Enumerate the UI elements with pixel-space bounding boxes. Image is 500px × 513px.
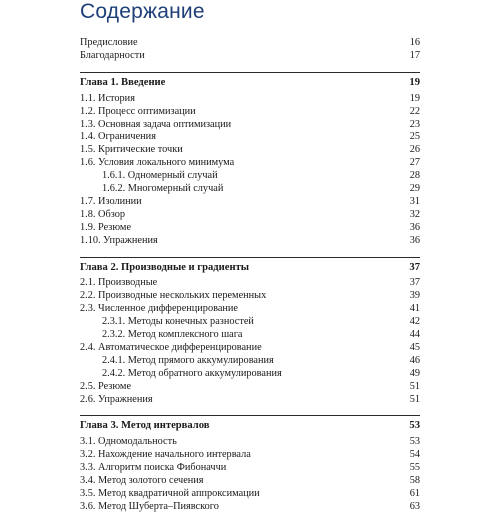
toc-subsection-entry[interactable] <box>80 328 420 341</box>
toc-entry-label: 1.5. Критические точки <box>80 144 183 156</box>
toc-section-entry[interactable] <box>80 435 420 448</box>
toc-entry-page: 22 <box>409 105 420 117</box>
toc-section-entry[interactable] <box>80 156 420 169</box>
toc-entry-label: 3.4. Метод золотого сечения <box>80 475 204 486</box>
toc-entry-label: 3.1. Одномодальность <box>80 436 177 448</box>
toc-entry-label: 2.3. Численное дифференцирование <box>80 303 238 315</box>
toc-entry-label: Глава 2. Производные и градиенты <box>80 261 250 273</box>
toc-section-entry[interactable] <box>80 341 420 354</box>
toc-entry-page: 36 <box>409 221 420 233</box>
toc-subsection-entry[interactable] <box>80 354 420 367</box>
toc-entry-label: 3.2. Нахождение начального интервала <box>80 449 251 461</box>
toc-entry-label: 1.8. Обзор <box>80 208 125 220</box>
toc-section-entry[interactable] <box>80 487 420 500</box>
toc-section-entry[interactable] <box>80 221 420 234</box>
toc-section-entry[interactable] <box>80 118 420 131</box>
toc-entry-label: 1.6.2. Многомерный случай <box>102 183 224 194</box>
toc-section-entry[interactable] <box>80 289 420 302</box>
toc-entry-page: 27 <box>409 157 420 169</box>
toc-entry-page: 51 <box>409 393 420 405</box>
toc-section-entry[interactable] <box>80 474 420 487</box>
toc-entry-page: 39 <box>409 290 420 302</box>
toc-entry-label: Глава 3. Метод интервалов <box>80 420 210 432</box>
toc-entry-page: 23 <box>409 118 420 130</box>
toc-entry-label: 2.4.1. Метод прямого аккумулирования <box>102 354 274 366</box>
toc-section-entry[interactable] <box>80 208 420 221</box>
toc-subsection-entry[interactable] <box>80 169 420 182</box>
toc-chapter-heading[interactable] <box>80 261 420 274</box>
toc-section-entry[interactable] <box>80 500 420 513</box>
toc-entry-page: 61 <box>409 487 420 499</box>
toc-section-entry[interactable] <box>80 234 420 247</box>
toc-entry-label: 2.2. Производные нескольких переменных <box>80 290 267 302</box>
toc-section-entry[interactable] <box>80 276 420 289</box>
toc-entry-label: 2.4. Автоматическое дифференцирование <box>80 341 262 353</box>
toc-entry-label: Глава 1. Введение <box>80 76 166 88</box>
toc-entry-page: 19 <box>409 76 420 88</box>
toc-entry-page: 28 <box>409 170 420 182</box>
toc-entry-page: 25 <box>409 131 420 143</box>
toc-entry-page: 16 <box>409 37 420 48</box>
toc-entry-label: 3.3. Алгоритм поиска Фибоначчи <box>80 462 227 474</box>
toc-front-matter-entry[interactable] <box>80 49 420 62</box>
toc-entry-label: 2.3.2. Метод комплексного шага <box>102 329 243 340</box>
toc-entry-page: 51 <box>409 380 420 392</box>
toc-section-entry[interactable] <box>80 302 420 315</box>
toc-entry-label: Благодарности <box>80 49 145 61</box>
toc-entry-page: 54 <box>409 449 420 461</box>
toc-entry-label: 3.5. Метод квадратичной аппроксимации <box>80 487 260 499</box>
toc-entry-page: 36 <box>409 234 420 246</box>
toc-section-entry[interactable] <box>80 380 420 393</box>
toc-entry-label: Предисловие <box>80 37 138 48</box>
toc-section-entry[interactable] <box>80 105 420 118</box>
toc-entry-label: 1.7. Изолинии <box>80 195 142 207</box>
table-of-contents <box>80 0 420 512</box>
toc-entry-page: 32 <box>409 208 420 220</box>
toc-section-entry[interactable] <box>80 461 420 474</box>
toc-entry-label: 3.6. Метод Шуберта–Пиявского <box>80 500 219 512</box>
toc-entry-label: 1.2. Процесс оптимизации <box>80 105 196 117</box>
toc-entry-label: 2.5. Резюме <box>80 380 132 392</box>
toc-entry-page: 55 <box>409 462 420 474</box>
toc-entry-label: 1.10. Упражнения <box>80 234 158 246</box>
toc-entry-label: 1.6.1. Одномерный случай <box>102 170 218 182</box>
toc-section-entry[interactable] <box>80 195 420 208</box>
toc-entry-page: 42 <box>409 316 420 328</box>
toc-entry-label: 2.4.2. Метод обратного аккумулирования <box>102 367 282 379</box>
toc-entry-page: 46 <box>409 354 420 366</box>
toc-entry-page: 49 <box>409 367 420 379</box>
toc-entry-page: 17 <box>409 49 420 61</box>
toc-subsection-entry[interactable] <box>80 182 420 195</box>
toc-entry-page: 41 <box>409 303 420 315</box>
toc-entry-label: 1.3. Основная задача оптимизации <box>80 118 232 130</box>
toc-chapter-heading[interactable] <box>80 419 420 432</box>
toc-section-entry[interactable] <box>80 143 420 156</box>
toc-entry-page: 19 <box>409 92 420 104</box>
toc-entry-page: 53 <box>409 436 420 448</box>
toc-section-entry[interactable] <box>80 92 420 105</box>
toc-entry-page: 63 <box>409 500 420 512</box>
toc-section-entry[interactable] <box>80 393 420 406</box>
divider <box>80 72 420 73</box>
toc-chapter-heading[interactable] <box>80 76 420 89</box>
toc-entry-page: 37 <box>409 261 420 273</box>
toc-entry-label: 2.1. Производные <box>80 277 158 289</box>
toc-entry-page: 44 <box>409 329 420 340</box>
toc-entry-page: 29 <box>409 183 420 194</box>
toc-section-entry[interactable] <box>80 448 420 461</box>
divider <box>80 415 420 416</box>
page-title: Содержание <box>80 0 205 23</box>
toc-entry-label: 1.6. Условия локального минимума <box>80 157 235 169</box>
toc-entry-label: 2.3.1. Методы конечных разностей <box>102 316 254 328</box>
toc-subsection-entry[interactable] <box>80 367 420 380</box>
toc-subsection-entry[interactable] <box>80 315 420 328</box>
toc-entry-page: 53 <box>409 420 420 432</box>
toc-entry-page: 45 <box>409 341 420 353</box>
toc-entry-label: 2.6. Упражнения <box>80 393 153 405</box>
toc-entry-label: 1.9. Резюме <box>80 221 132 233</box>
toc-section-entry[interactable] <box>80 130 420 143</box>
divider <box>80 257 420 258</box>
toc-front-matter-entry[interactable] <box>80 36 420 49</box>
toc-entry-page: 58 <box>409 475 420 486</box>
toc-entry-page: 31 <box>409 195 420 207</box>
toc-entry-label: 1.1. История <box>80 92 135 104</box>
toc-entry-label: 1.4. Ограничения <box>80 131 156 143</box>
toc-entry-page: 26 <box>409 144 420 156</box>
toc-entry-page: 37 <box>409 277 420 289</box>
